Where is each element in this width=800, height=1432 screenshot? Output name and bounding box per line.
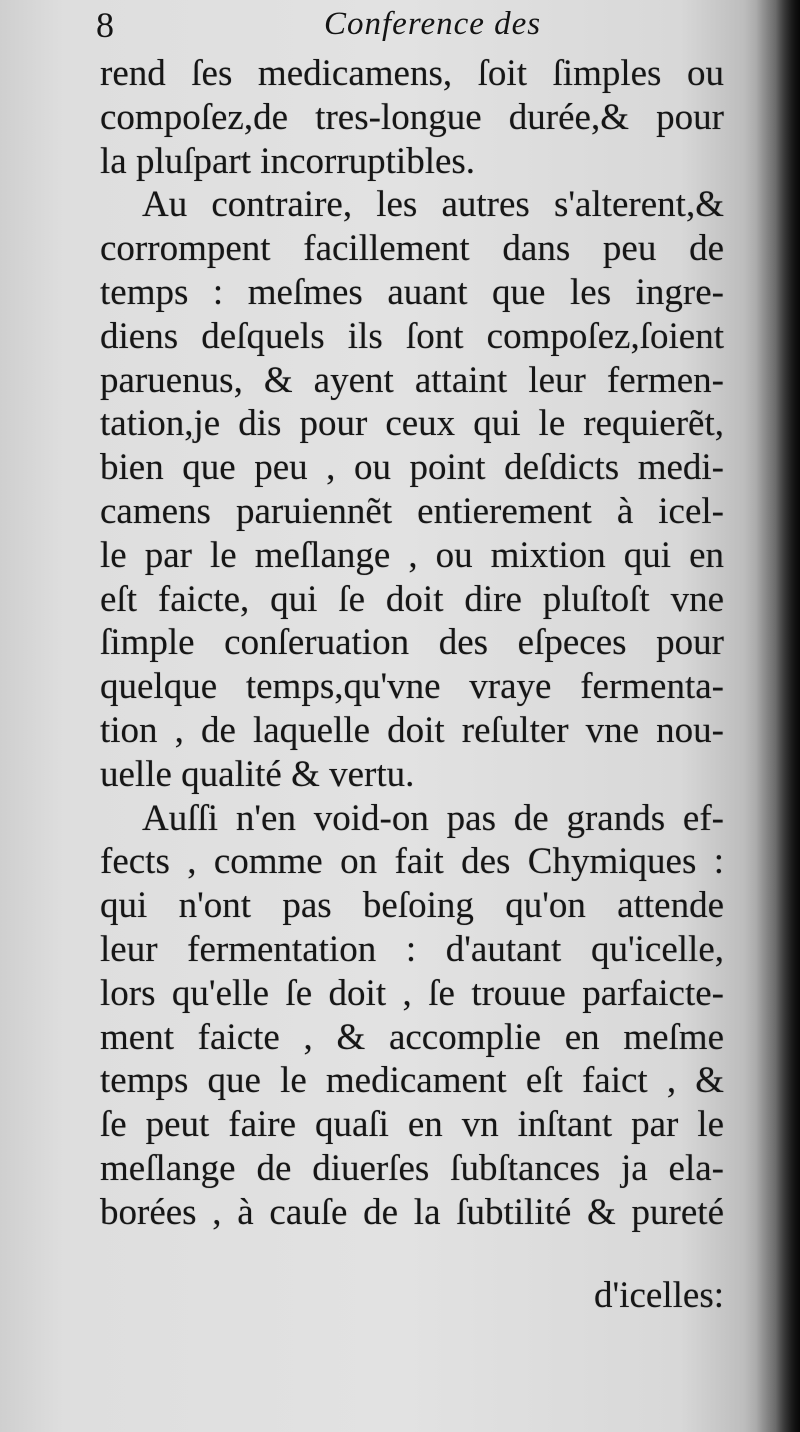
catchword: d'icelles: — [594, 1275, 724, 1316]
text-line: leur fermentation : d'autant qu'icelle, — [100, 928, 724, 970]
text-line: camens paruiennẽt entierement à icel- — [100, 490, 724, 532]
text-line: rend ſes medicamens, ſoit ſimples ou — [100, 53, 724, 94]
text-line: paruenus, & ayent attaint leur fermen- — [100, 359, 724, 401]
text-line: eſt faicte, qui ſe doit dire pluſtoſt vne — [100, 578, 724, 620]
text-line: qui n'ont pas beſoing qu'on attende — [100, 885, 724, 927]
text-line: meſlange de diuerſes ſubſtances ja ela- — [100, 1147, 724, 1189]
text-line: fects , comme on fait des Chymiques : — [100, 841, 724, 883]
body-text — [100, 52, 724, 1235]
text-line: la pluſpart incorruptibles. — [100, 140, 476, 182]
text-line: corrompent facillement dans peu de — [100, 228, 724, 270]
page-edge-shadow — [756, 0, 800, 1432]
text-line: Auſſi n'en void-on pas de grands ef- — [142, 797, 724, 839]
running-title: Conference des — [324, 6, 542, 42]
text-line: diens deſquels ils ſont compoſez,ſoient — [100, 315, 724, 357]
text-line: tion , de laquelle doit reſulter vne nou- — [100, 709, 724, 751]
text-line: ment faicte , & accomplie en meſme — [100, 1016, 724, 1058]
text-line: uelle qualité & vertu. — [100, 753, 415, 795]
text-line: tation,je dis pour ceux qui le requierẽt, — [100, 403, 724, 445]
text-line: Au contraire, les autres s'alterent,& — [142, 184, 724, 226]
text-line: bien que peu , ou point deſdicts medi- — [100, 447, 724, 489]
page-header — [96, 4, 736, 44]
text-line: ſe peut faire quaſi en vn inſtant par le — [100, 1104, 724, 1146]
text-line: temps : meſmes auant que les ingre- — [100, 271, 724, 313]
text-line: borées , à cauſe de la ſubtilité & pureté — [100, 1191, 724, 1233]
page-number: 8 — [96, 5, 114, 45]
text-line: compoſez,de tres-longue durée,& pour — [100, 96, 724, 138]
text-line: quelque temps,qu'vne vraye fermenta- — [100, 666, 724, 708]
text-line: ſimple conſeruation des eſpeces pour — [100, 622, 724, 664]
text-line: lors qu'elle ſe doit , ſe trouue parfaicte- — [100, 972, 724, 1014]
text-line: temps que le medicament eſt faict , & — [100, 1060, 724, 1102]
text-line: le par le meſlange , ou mixtion qui en — [100, 534, 724, 576]
